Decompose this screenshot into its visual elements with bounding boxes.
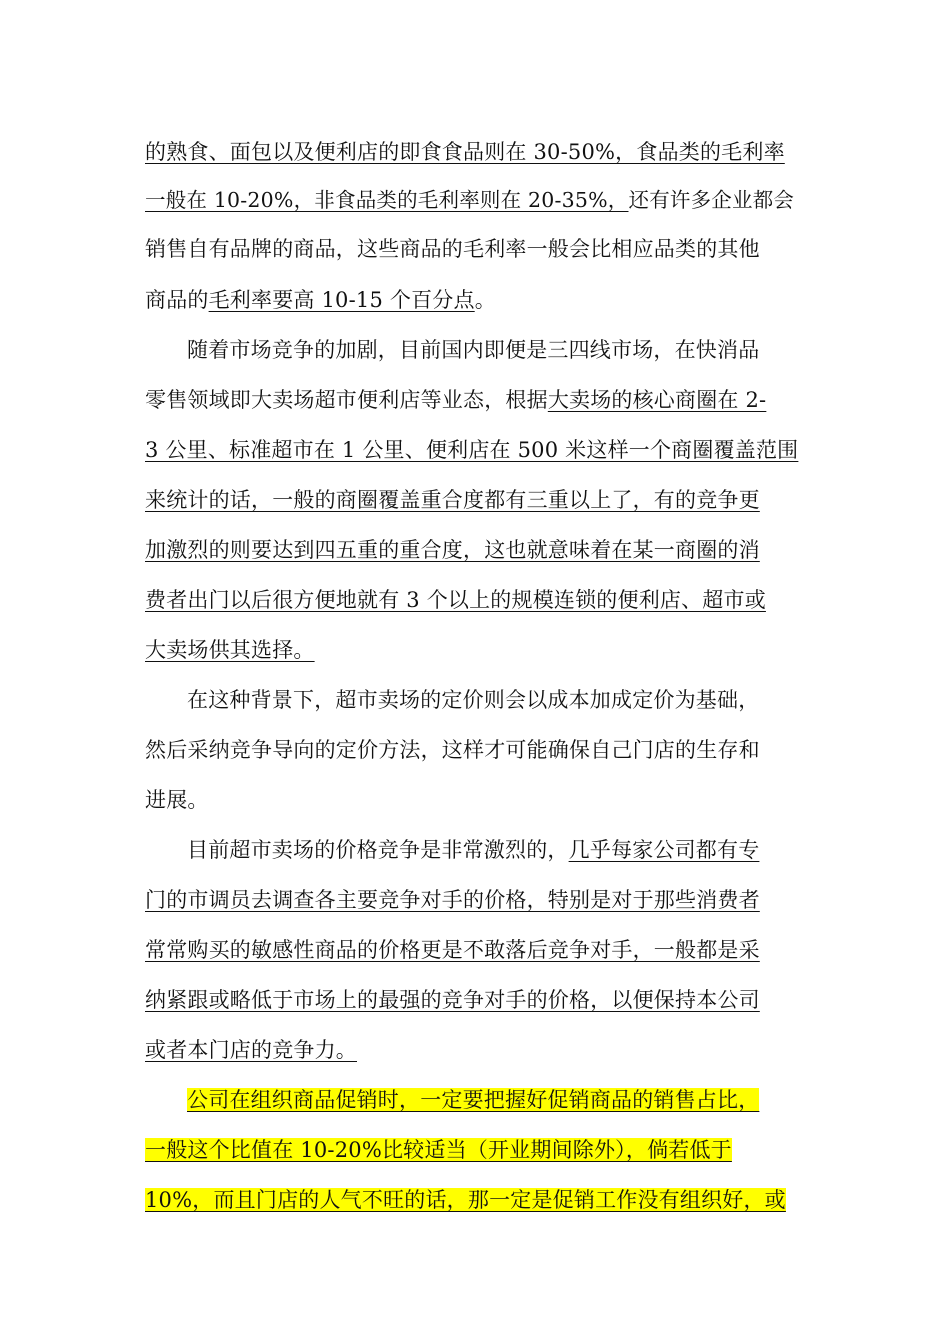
- text-line: [145, 784, 209, 816]
- underlined-text: 3 公里、标准超市在 1 公里、便利店在 500 米这样一个商圈覆盖范围: [145, 438, 799, 462]
- text-line: [145, 634, 315, 666]
- underlined-text: 大卖场的核心商圈在 2-: [547, 388, 767, 412]
- text-line: [187, 1084, 759, 1116]
- text-line: [145, 984, 760, 1016]
- underlined-text: 或者本门店的竞争力。: [145, 1038, 357, 1062]
- text-line: [145, 484, 760, 516]
- text-line: [145, 284, 496, 316]
- body-text: 进展。: [145, 788, 209, 812]
- highlighted-text: 一般这个比值在 10-20%比较适当（开业期间除外），倘若低于: [145, 1138, 732, 1162]
- underlined-text: 的熟食、面包以及便利店的即食食品则在 30-50%，食品类的毛利率: [145, 140, 785, 164]
- text-line: [145, 734, 760, 766]
- text-line: [145, 534, 760, 566]
- body-text: 然后采纳竞争导向的定价方法，这样才可能确保自己门店的生存和: [145, 738, 760, 762]
- body-text: 目前超市卖场的价格竞争是非常激烈的，: [187, 838, 569, 862]
- body-text: 商品的: [145, 288, 209, 312]
- highlighted-text: 10%，而且门店的人气不旺的话，那一定是促销工作没有组织好，或: [145, 1188, 786, 1212]
- text-line: [145, 1184, 786, 1216]
- body-text: 零售领域即大卖场超市便利店等业态，根据: [145, 388, 548, 412]
- body-text: 销售自有品牌的商品，这些商品的毛利率一般会比相应品类的其他: [145, 237, 760, 261]
- text-line: [187, 834, 759, 866]
- text-line: [145, 233, 760, 265]
- underlined-text: 门的市调员去调查各主要竞争对手的价格，特别是对于那些消费者: [145, 888, 760, 912]
- underlined-text: 大卖场供其选择。: [145, 638, 315, 662]
- text-line: [187, 684, 759, 716]
- highlighted-text: 公司在组织商品促销时，一定要把握好促销商品的销售占比，: [187, 1088, 760, 1112]
- underlined-text: 纳紧跟或略低于市场上的最强的竞争对手的价格，以便保持本公司: [145, 988, 760, 1012]
- underlined-text: 费者出门以后很方便地就有 3 个以上的规模连锁的便利店、超市或: [145, 588, 766, 612]
- text-line: [145, 1034, 357, 1066]
- text-line: [145, 884, 760, 916]
- text-line: [145, 384, 766, 416]
- text-line: [145, 584, 766, 616]
- body-text: 随着市场竞争的加剧，目前国内即便是三四线市场，在快消品: [187, 338, 760, 362]
- underlined-text: 几乎每家公司都有专: [568, 838, 760, 862]
- body-text: 还有许多企业都会: [628, 188, 795, 212]
- underlined-text: 一般在 10-20%，非食品类的毛利率则在 20-35%，: [145, 188, 629, 212]
- text-line: [145, 434, 798, 466]
- text-line: [145, 136, 785, 168]
- text-line: [187, 334, 759, 366]
- underlined-text: 常常购买的敏感性商品的价格更是不敢落后竞争对手，一般都是采: [145, 938, 760, 962]
- text-line: [145, 934, 760, 966]
- underlined-text: 毛利率要高 10-15 个百分点: [208, 288, 475, 312]
- text-line: [145, 184, 794, 216]
- body-text: 。: [474, 288, 496, 312]
- body-text: 在这种背景下，超市卖场的定价则会以成本加成定价为基础，: [187, 688, 760, 712]
- text-line: [145, 1134, 732, 1166]
- underlined-text: 加激烈的则要达到四五重的重合度，这也就意味着在某一商圈的消: [145, 538, 760, 562]
- underlined-text: 来统计的话，一般的商圈覆盖重合度都有三重以上了，有的竞争更: [145, 488, 760, 512]
